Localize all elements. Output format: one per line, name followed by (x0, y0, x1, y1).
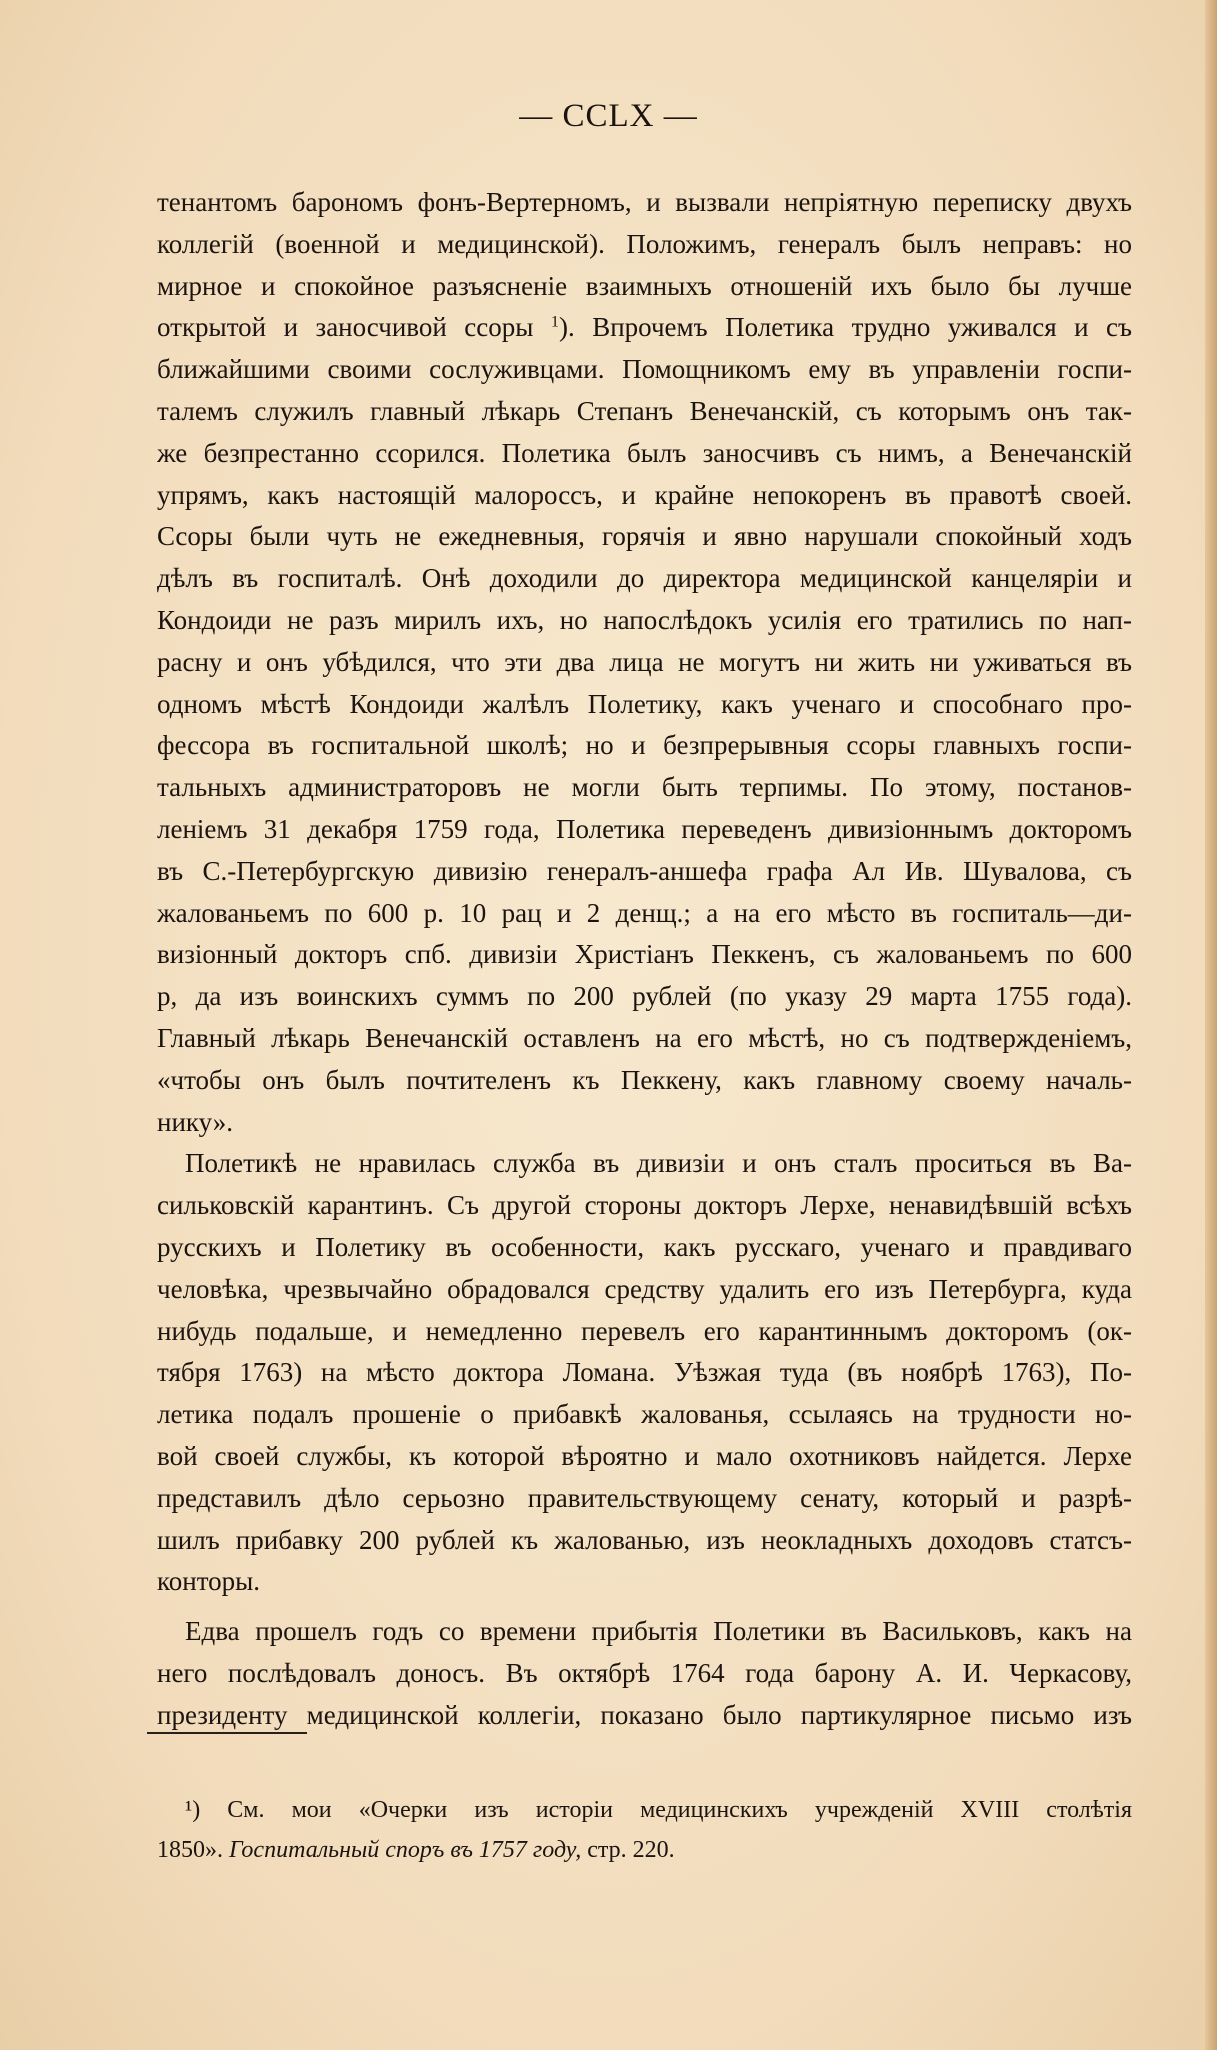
text-line: Кондоиди не разъ мирилъ ихъ, но напослѣдокъ усилія его тратились по нап- (157, 604, 1132, 635)
text-line: тенантомъ барономъ фонъ-Вертерномъ, и вызвали непріятную переписку двухъ (157, 187, 1132, 217)
text-line: человѣка, чрезвычайно обрадовался средству удалить его изъ Петербурга, куда (157, 1273, 1132, 1304)
footnote-text: 1850». (157, 1837, 223, 1863)
text-line: тальныхъ администраторовъ не могли быть терпимы. По этому, постанов- (157, 772, 1132, 803)
footnote-citation-title: Госпитальный споръ въ 1757 году, (229, 1837, 582, 1863)
paragraph-end-line: конторы. (157, 1566, 261, 1597)
text-line: въ С.-Петербургскую дивизію генералъ-аншефа графа Ал Ив. Шувалова, съ (157, 855, 1132, 886)
text-line: дѣлъ въ госпиталѣ. Онѣ доходили до директора медицинской канцеляріи и (157, 563, 1132, 594)
footnote-marker: ¹) (185, 1797, 201, 1823)
text-line: него послѣдовалъ доносъ. Въ октябрѣ 1764 года барону А. И. Черкасову, (157, 1657, 1132, 1688)
text-line: расну и онъ убѣдился, что эти два лица не могутъ ни жить ни уживаться въ (157, 646, 1132, 677)
text-line: «чтобы онъ былъ почтителенъ къ Пеккену, какъ главному своему началь- (157, 1064, 1132, 1095)
text-line: р, да изъ воинскихъ суммъ по 200 рублей (по указу 29 марта 1755 года). (157, 981, 1132, 1012)
text-line: коллегій (военной и медицинской). Положимъ, генералъ былъ неправъ: но (157, 228, 1132, 259)
text-line: сильковскій карантинъ. Съ другой стороны докторъ Лерхе, ненавидѣвшій всѣхъ (157, 1190, 1132, 1221)
text-line: мирное и спокойное разъясненіе взаимныхъ отношеній ихъ было бы лучше (157, 270, 1132, 301)
text-line: фессора въ госпитальной школѣ; но и безпрерывныя ссоры главныхъ госпи- (157, 730, 1132, 761)
footnote-divider (147, 1732, 307, 1734)
text-line: визіонный докторъ спб. дивизіи Христіанъ Пеккенъ, съ жалованьемъ по 600 (157, 939, 1132, 970)
page-edge (1205, 0, 1217, 2050)
text-line: леніемъ 31 декабря 1759 года, Полетика переведенъ дивизіоннымъ докторомъ (157, 813, 1132, 844)
text-line: летика подалъ прошеніе о прибавкѣ жалованья, ссылаясь на трудности но- (157, 1399, 1132, 1430)
footnote-text: стр. 220. (587, 1837, 675, 1863)
text-line: русскихъ и Полетику въ особенности, какъ русскаго, ученаго и правдиваго (157, 1231, 1132, 1262)
footnote-text: См. мои «Очерки изъ исторіи медицинскихъ учрежденій XVIII столѣтія (227, 1797, 1132, 1823)
text-line: жалованьемъ по 600 р. 10 рац и 2 денщ.; а на его мѣсто въ госпиталь—ди- (157, 897, 1132, 928)
text-line: Главный лѣкарь Венечанскій оставленъ на его мѣстѣ, но съ подтвержденіемъ, (157, 1022, 1132, 1053)
footnote-line (157, 1790, 1132, 1830)
page-number-header: — CCLX — (519, 98, 698, 134)
text-line: Ссоры были чуть не ежедневныя, горячія и явно нарушали спокойный ходъ (157, 521, 1132, 552)
text-line: нибудь подальше, и немедленно перевелъ его карантиннымъ докторомъ (ок- (157, 1315, 1132, 1346)
text-line: шилъ прибавку 200 рублей къ жалованью, изъ неокладныхъ доходовъ статсъ- (157, 1524, 1132, 1555)
text-line: вой своей службы, къ которой вѣроятно и мало охотниковъ найдется. Лерхе (157, 1440, 1132, 1471)
text-line: представилъ дѣло серьозно правительствующему сенату, который и разрѣ- (157, 1482, 1132, 1513)
text-line: ближайшими своими сослуживцами. Помощникомъ ему въ управленіи госпи- (157, 354, 1132, 385)
text-line: тября 1763) на мѣсто доктора Ломана. Уѣзжая туда (въ ноябрѣ 1763), По- (157, 1357, 1132, 1388)
footnote (157, 1790, 1132, 1870)
text-line: одномъ мѣстѣ Кондоиди жалѣлъ Полетику, какъ ученаго и способнаго про- (157, 688, 1132, 719)
text-segment: ). Впрочемъ Полетика трудно уживался и съ (558, 312, 1132, 343)
main-text (157, 182, 1132, 1736)
paragraph-end-line: нику». (157, 1106, 234, 1137)
footnote-reference[interactable]: 1 (550, 312, 559, 331)
text-segment: открытой и заносчивой ссоры (157, 312, 534, 343)
text-line: талемъ служилъ главный лѣкарь Степанъ Венечанскій, съ которымъ онъ так- (157, 395, 1132, 426)
footnote-line (157, 1830, 1132, 1870)
text-line-with-footnote-ref (157, 307, 1132, 349)
text-line: президенту медицинской коллегіи, показано было партикулярное письмо изъ (157, 1699, 1132, 1730)
text-line: же безпрестанно ссорился. Полетика былъ заносчивъ съ нимъ, а Венечанскій (157, 437, 1132, 468)
paragraph-start-line: Едва прошелъ годъ со времени прибытія Полетики въ Васильковъ, какъ на (185, 1616, 1132, 1647)
paragraph-start-line: Полетикѣ не нравилась служба въ дивизіи и онъ сталъ проситься въ Ва- (185, 1148, 1132, 1179)
text-line: упрямъ, какъ настоящій малороссъ, и крайне непокоренъ въ правотѣ своей. (157, 479, 1132, 510)
